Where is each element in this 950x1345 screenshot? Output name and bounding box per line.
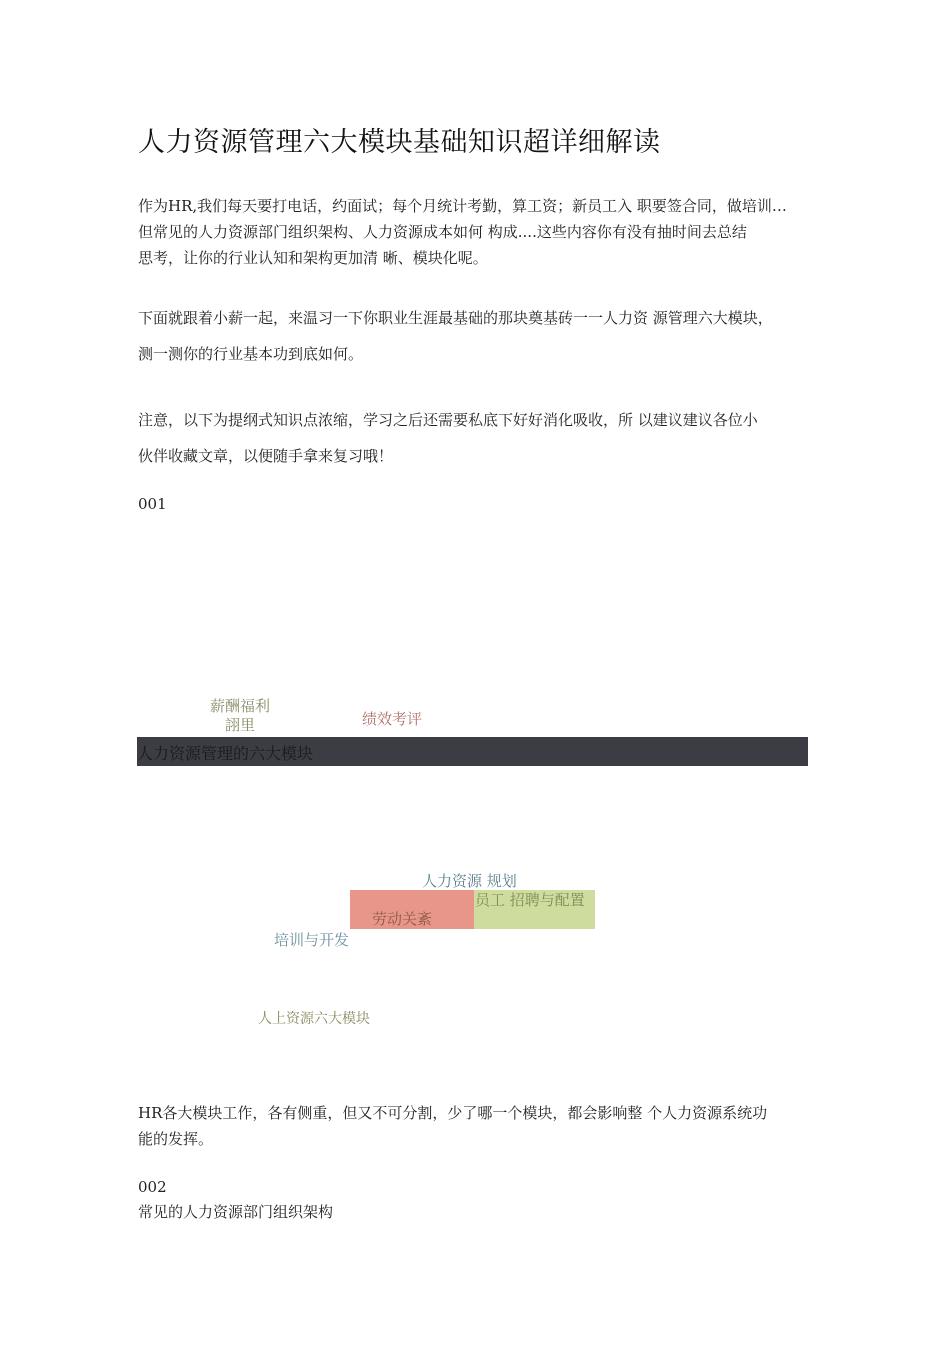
intro-line: 作为HR,我们每天要打电话，约面试；每个月统计考勤，算工资；新员工入 职要签合同，做培训… [138,197,787,215]
intro-paragraph [138,193,787,271]
section-number: 002 [138,1178,167,1196]
diagram-caption: 人上资源六大模块 [258,1011,370,1027]
paragraph-three [138,402,758,474]
intro-line: 思考，让你的行业认知和架构更加清 晰、模块化呢。 [138,249,488,267]
paragraph-line: 能的发挥。 [138,1130,214,1148]
performance-label: 绩效考评 [362,710,423,728]
section-heading: 常见的人力资源部门组织架构 [138,1203,334,1221]
paragraph-two [138,300,773,372]
recruitment-label: 员工 招聘与配置 [475,891,585,909]
paragraph-line: 伙伴收藏文章，以便随手拿来复习哦！ [138,447,394,465]
intro-line: 但常见的人力资源部门组织架构、人力资源成本如何 构成....这些内容你有没有抽时间去总结 [138,223,747,241]
paragraph-line: 下面就跟着小薪一起，来温习一下你职业生涯最基础的那块奠基砖一一人力资 源管理六大模块， [138,309,773,327]
training-label: 培训与开发 [274,931,350,949]
paragraph-line: HR各大模块工作，各有侧重，但又不可分割，少了哪一个模块，都会影响整 个人力资源系统功 [138,1104,768,1122]
paragraph-four [138,1100,767,1152]
planning-label: 人力资源 规划 [422,872,517,890]
salary-welfare-label [210,697,270,735]
paragraph-line: 测一测你的行业基本功到底如何。 [138,345,364,363]
salary-label-line: 薪酬福利 [210,697,271,715]
diagram-title: 人力资源管理的六大模块 [137,744,314,763]
paragraph-line: 注意，以下为提纲式知识点浓缩，学习之后还需要私底下好好消化吸收，所 以建议建议各位小 [138,411,758,429]
salary-label-line: 詡里 [225,716,256,734]
section-number: 001 [138,495,167,513]
article-title: 人力资源管理六大模块基础知识超详细解读 [138,127,661,158]
labor-relations-label: 劳动关紊 [372,910,433,928]
